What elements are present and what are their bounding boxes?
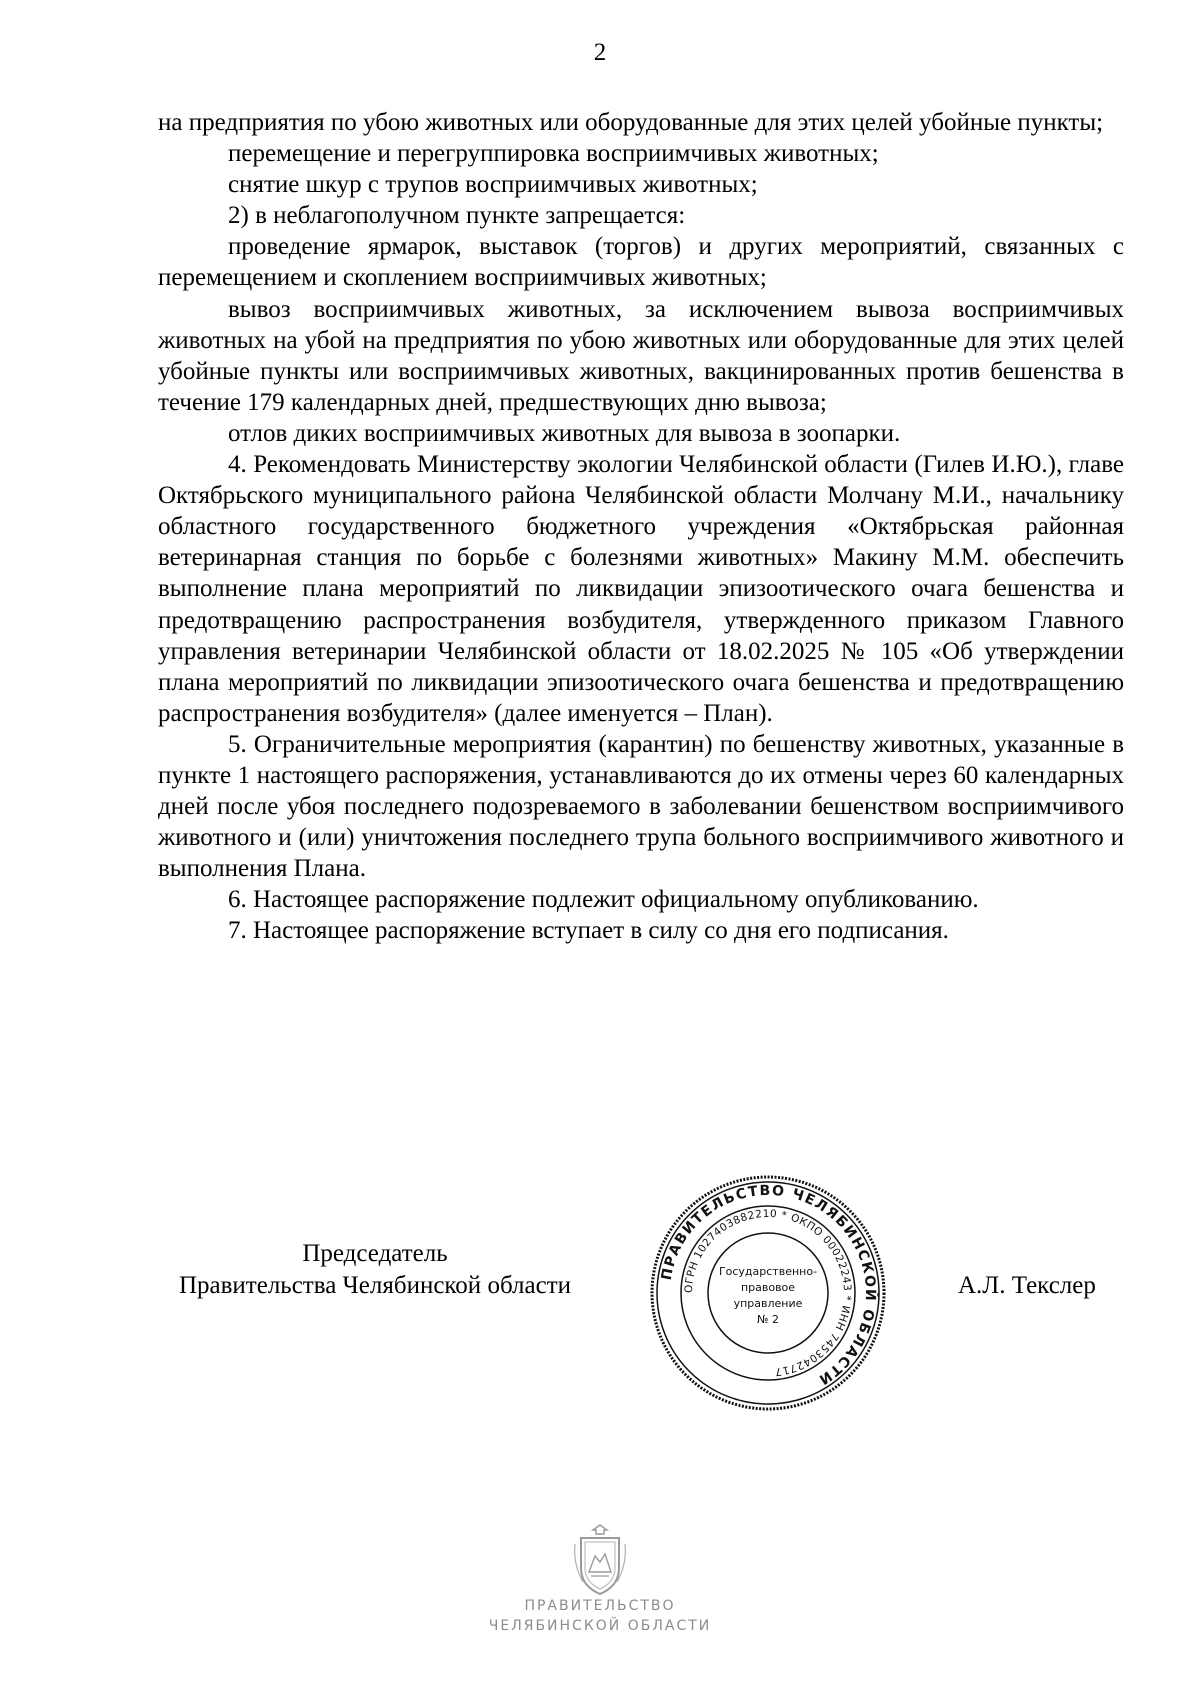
body-paragraph: 5. Ограничительные мероприятия (карантин) по бешенству животных, указанные в пункте 1 настоящего распоряжения, устанавливаются до их отмены через 60 календарных дней после убоя последнего подозреваемого в заболевании бешенством восприимчивого животного и (или) уничтожения последнего трупа больного восприимчивого животного и выполнения Плана. <box>158 730 1124 883</box>
footer-emblem-block <box>0 1524 1200 1636</box>
signatory-position-line2: Правительства Челябинской области <box>178 1272 572 1299</box>
body-paragraph: отлов диких восприимчивых животных для вывоза в зоопарки. <box>228 419 901 447</box>
stamp-inner-text: ОГРН 1027403882210 * ОКПО 00022243 * ИНН 7453042717 <box>682 1207 854 1378</box>
body-paragraph: 4. Рекомендовать Министерству экологии Челябинской области (Гилев И.Ю.), главе Октябрьского муниципального района Челябинской области Молчану М.И., начальнику областного государственного бюджетного учреждения «Октябрьская районная ветеринарная станция по борьбе с болезнями животных» Макину М.М. обеспечить выполнение плана мероприятий по ликвидации эпизоотического очага бешенства и предотвращению распространения возбудителя, утвержденного приказом Главного управления ветеринарии Челябинской области от 18.02.2025 № 105 «Об утверждении плана мероприятий по ликвидации эпизоотического очага бешенства и предотвращению распространения возбудителя» (далее именуется – План). <box>158 451 1124 727</box>
footer-line-1: ПРАВИТЕЛЬСТВО <box>524 1598 676 1614</box>
body-paragraph: проведение ярмарок, выставок (торгов) и других мероприятий, связанных с перемещением и скоплением восприимчивых животных; <box>158 233 1124 292</box>
body-paragraph: вывоз восприимчивых животных, за исключением вывоза восприимчивых животных на убой на предприятия по убою животных или оборудованные для этих целей убойные пункты или восприимчивых животных, вакцинированных против бешенства в течение 179 календарных дней, предшествующих дню вывоза; <box>158 295 1124 416</box>
signatory-name: А.Л. Текслер <box>958 1272 1096 1299</box>
stamp-center-line1: Государственно- <box>718 1265 818 1278</box>
body-paragraph: 2) в неблагополучном пункте запрещается: <box>228 202 686 230</box>
stamp-outer-text: ПРАВИТЕЛЬСТВО ЧЕЛЯБИНСКОЙ ОБЛАСТИ <box>658 1182 879 1389</box>
official-seal-stamp <box>648 1173 888 1413</box>
stamp-center-line2: правовое <box>740 1281 796 1294</box>
stamp-center-line4: № 2 <box>757 1313 779 1326</box>
page-number: 2 <box>593 39 607 66</box>
body-paragraph: перемещение и перегруппировка восприимчивых животных; <box>228 140 879 168</box>
signatory-position <box>140 1238 610 1302</box>
signatory-position-line1: Председатель <box>302 1240 448 1267</box>
footer-line-2: ЧЕЛЯБИНСКОЙ ОБЛАСТИ <box>488 1618 712 1634</box>
coat-of-arms-icon <box>573 1524 627 1596</box>
body-paragraph: 7. Настоящее распоряжение вступает в силу со дня его подписания. <box>228 917 949 945</box>
body-paragraph: снятие шкур с трупов восприимчивых животных; <box>228 171 758 199</box>
document-body <box>158 107 1124 947</box>
body-paragraph: 6. Настоящее распоряжение подлежит официальному опубликованию. <box>228 886 979 914</box>
body-paragraph: на предприятия по убою животных или оборудованные для этих целей убойные пункты; <box>158 109 1104 136</box>
stamp-center-line3: управление <box>733 1297 803 1310</box>
